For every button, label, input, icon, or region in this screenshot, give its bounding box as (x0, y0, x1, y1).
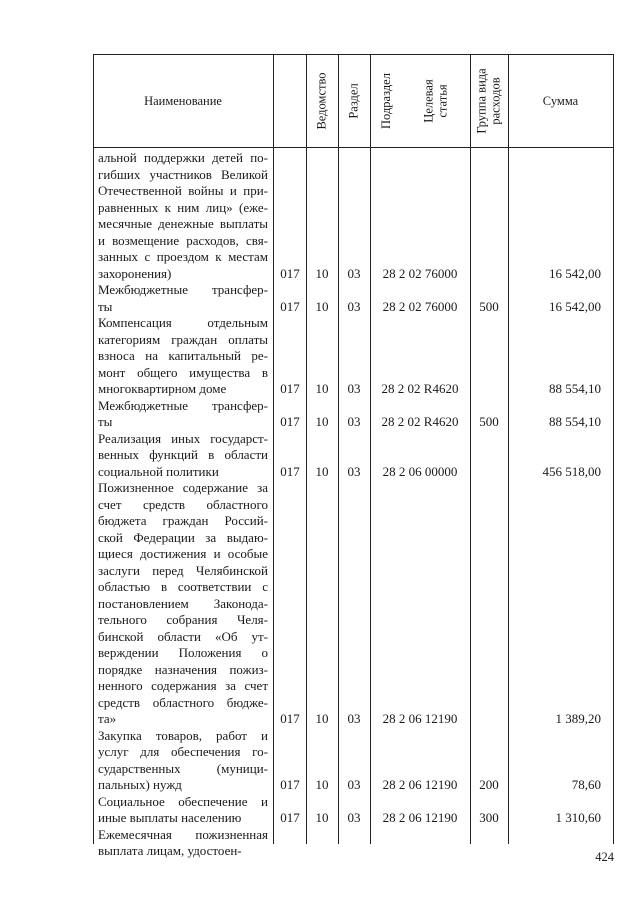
subsection-code: 03 (347, 711, 361, 726)
sum-value: 456 518,00 (542, 463, 601, 479)
sum-value: 78,60 (571, 777, 601, 792)
row-name-line: ской Федерации за выдаю- (98, 529, 268, 545)
group-code: 300 (479, 810, 499, 825)
row-name-line: иные выплаты населению (98, 810, 242, 825)
row-name-line: Реализация иных государст- (98, 430, 268, 446)
section-code: 10 (315, 298, 329, 314)
row-name-line: Ежемесячная пожизненная (98, 826, 268, 842)
row-name-line: категориям граждан оплаты (98, 331, 268, 347)
row-name-line: монт общего имущества в (98, 364, 268, 380)
target-code: 28 2 02 76000 (382, 298, 458, 314)
sum-value: 16 542,00 (549, 265, 601, 281)
row-name-line: взноса на капитальный ре- (98, 348, 268, 363)
dept-code: 017 (280, 777, 300, 792)
subsection-code: 03 (347, 298, 361, 314)
row-name-line: порядке назначения пожиз- (98, 661, 268, 677)
col-border-left (93, 54, 94, 844)
row-name-line: средств областного бюдже- (98, 694, 268, 710)
subsection-code: 03 (347, 463, 361, 479)
section-code: 10 (315, 463, 329, 479)
row-name-line: сударственных (муници- (98, 760, 268, 776)
row-name-line: услуг для обеспечения го- (98, 744, 268, 759)
sum-value: 1 310,60 (555, 810, 601, 825)
header-subsection: Подраздел (379, 72, 393, 129)
sum-value: 16 542,00 (549, 298, 601, 314)
row-name-line: выплата лицам, удостоен- (98, 843, 242, 858)
target-code: 28 2 06 12190 (382, 810, 458, 825)
row-name-line: бинской области «Об ут- (98, 628, 268, 644)
subsection-code: 03 (347, 777, 361, 792)
target-code: 28 2 02 76000 (382, 265, 458, 281)
row-name-line: бюджета граждан Россий- (98, 513, 268, 528)
row-name-line: альной поддержки детей по- (98, 150, 268, 165)
header-dept: Ведомство (315, 71, 329, 130)
sum-value: 1 389,20 (555, 711, 601, 726)
header-target: Целевая статья (422, 78, 450, 123)
header-bottom-border (93, 147, 614, 148)
row-name-line: щиеся достижения и особые (98, 546, 268, 561)
row-name-line: заслуги перед Челябинской (98, 562, 268, 578)
dept-code: 017 (280, 711, 300, 726)
section-code: 10 (315, 810, 329, 825)
row-name-line: постановлением Законода- (98, 595, 268, 611)
subsection-code: 03 (347, 381, 361, 396)
row-name-line: социальной политики (98, 463, 219, 479)
section-code: 10 (315, 777, 329, 792)
section-code: 10 (315, 711, 329, 726)
row-name-line: пальных) нужд (98, 777, 182, 792)
row-name-line: гибших участников Великой (98, 166, 268, 182)
group-code: 500 (479, 298, 499, 314)
row-name-line: Компенсация отдельным (98, 315, 268, 330)
subsection-code: 03 (347, 265, 361, 281)
row-name-line: верждении Положения о (98, 645, 268, 660)
subsection-code: 03 (347, 414, 361, 429)
section-code: 10 (315, 414, 329, 429)
row-name-line: месячные денежные выплаты (98, 216, 268, 231)
dept-code: 017 (280, 463, 300, 479)
target-code: 28 2 02 R4620 (381, 381, 459, 396)
dept-code: 017 (280, 810, 300, 825)
row-name-line: тельного собрания Челя- (98, 612, 268, 627)
group-code: 200 (479, 777, 499, 792)
row-name-line: та» (98, 711, 117, 726)
subsection-code: 03 (347, 810, 361, 825)
sum-value: 88 554,10 (549, 414, 601, 429)
target-code: 28 2 02 R4620 (381, 414, 459, 429)
row-name-line: захоронения) (98, 265, 172, 281)
row-name-line: многоквартирном доме (98, 381, 227, 396)
row-name-line: ненного содержания за счет (98, 678, 268, 693)
section-code: 10 (315, 381, 329, 396)
group-code: 500 (479, 414, 499, 429)
dept-code: 017 (280, 298, 300, 314)
row-name-line: равненных к ним лиц» (еже- (98, 199, 268, 215)
header-group: Группа вида расходов (475, 67, 504, 134)
row-name-line: занных с проездом к местам (98, 249, 268, 264)
dept-code: 017 (280, 265, 300, 281)
header-name: Наименование (144, 93, 222, 108)
row-name-line: счет средств областного (98, 496, 268, 512)
row-name-line: областью в соответствии с (98, 579, 268, 594)
target-code: 28 2 06 00000 (382, 463, 458, 479)
dept-code: 017 (280, 414, 300, 429)
col-border-target (470, 54, 471, 844)
col-border-right (613, 54, 614, 844)
page-number: 424 (595, 850, 614, 864)
row-name-line: Межбюджетные трансфер- (98, 397, 268, 413)
row-name-line: Закупка товаров, работ и (98, 727, 268, 743)
dept-code: 017 (280, 381, 300, 396)
sum-value: 88 554,10 (549, 381, 601, 396)
target-code: 28 2 06 12190 (382, 777, 458, 792)
header-section: Раздел (347, 82, 362, 119)
row-name-line: ты (98, 298, 113, 314)
row-name-line: ты (98, 414, 113, 429)
row-name-line: Межбюджетные трансфер- (98, 282, 268, 297)
row-name-line: венных функций в области (98, 447, 268, 462)
target-code: 28 2 06 12190 (382, 711, 458, 726)
row-name-line: Социальное обеспечение и (98, 793, 268, 809)
section-code: 10 (315, 265, 329, 281)
row-name-line: Пожизненное содержание за (98, 480, 268, 495)
row-name-line: Отечественной войны и при- (98, 183, 268, 198)
row-name-line: и возмещение расходов, свя- (98, 232, 268, 248)
header-sum: Сумма (542, 93, 579, 108)
